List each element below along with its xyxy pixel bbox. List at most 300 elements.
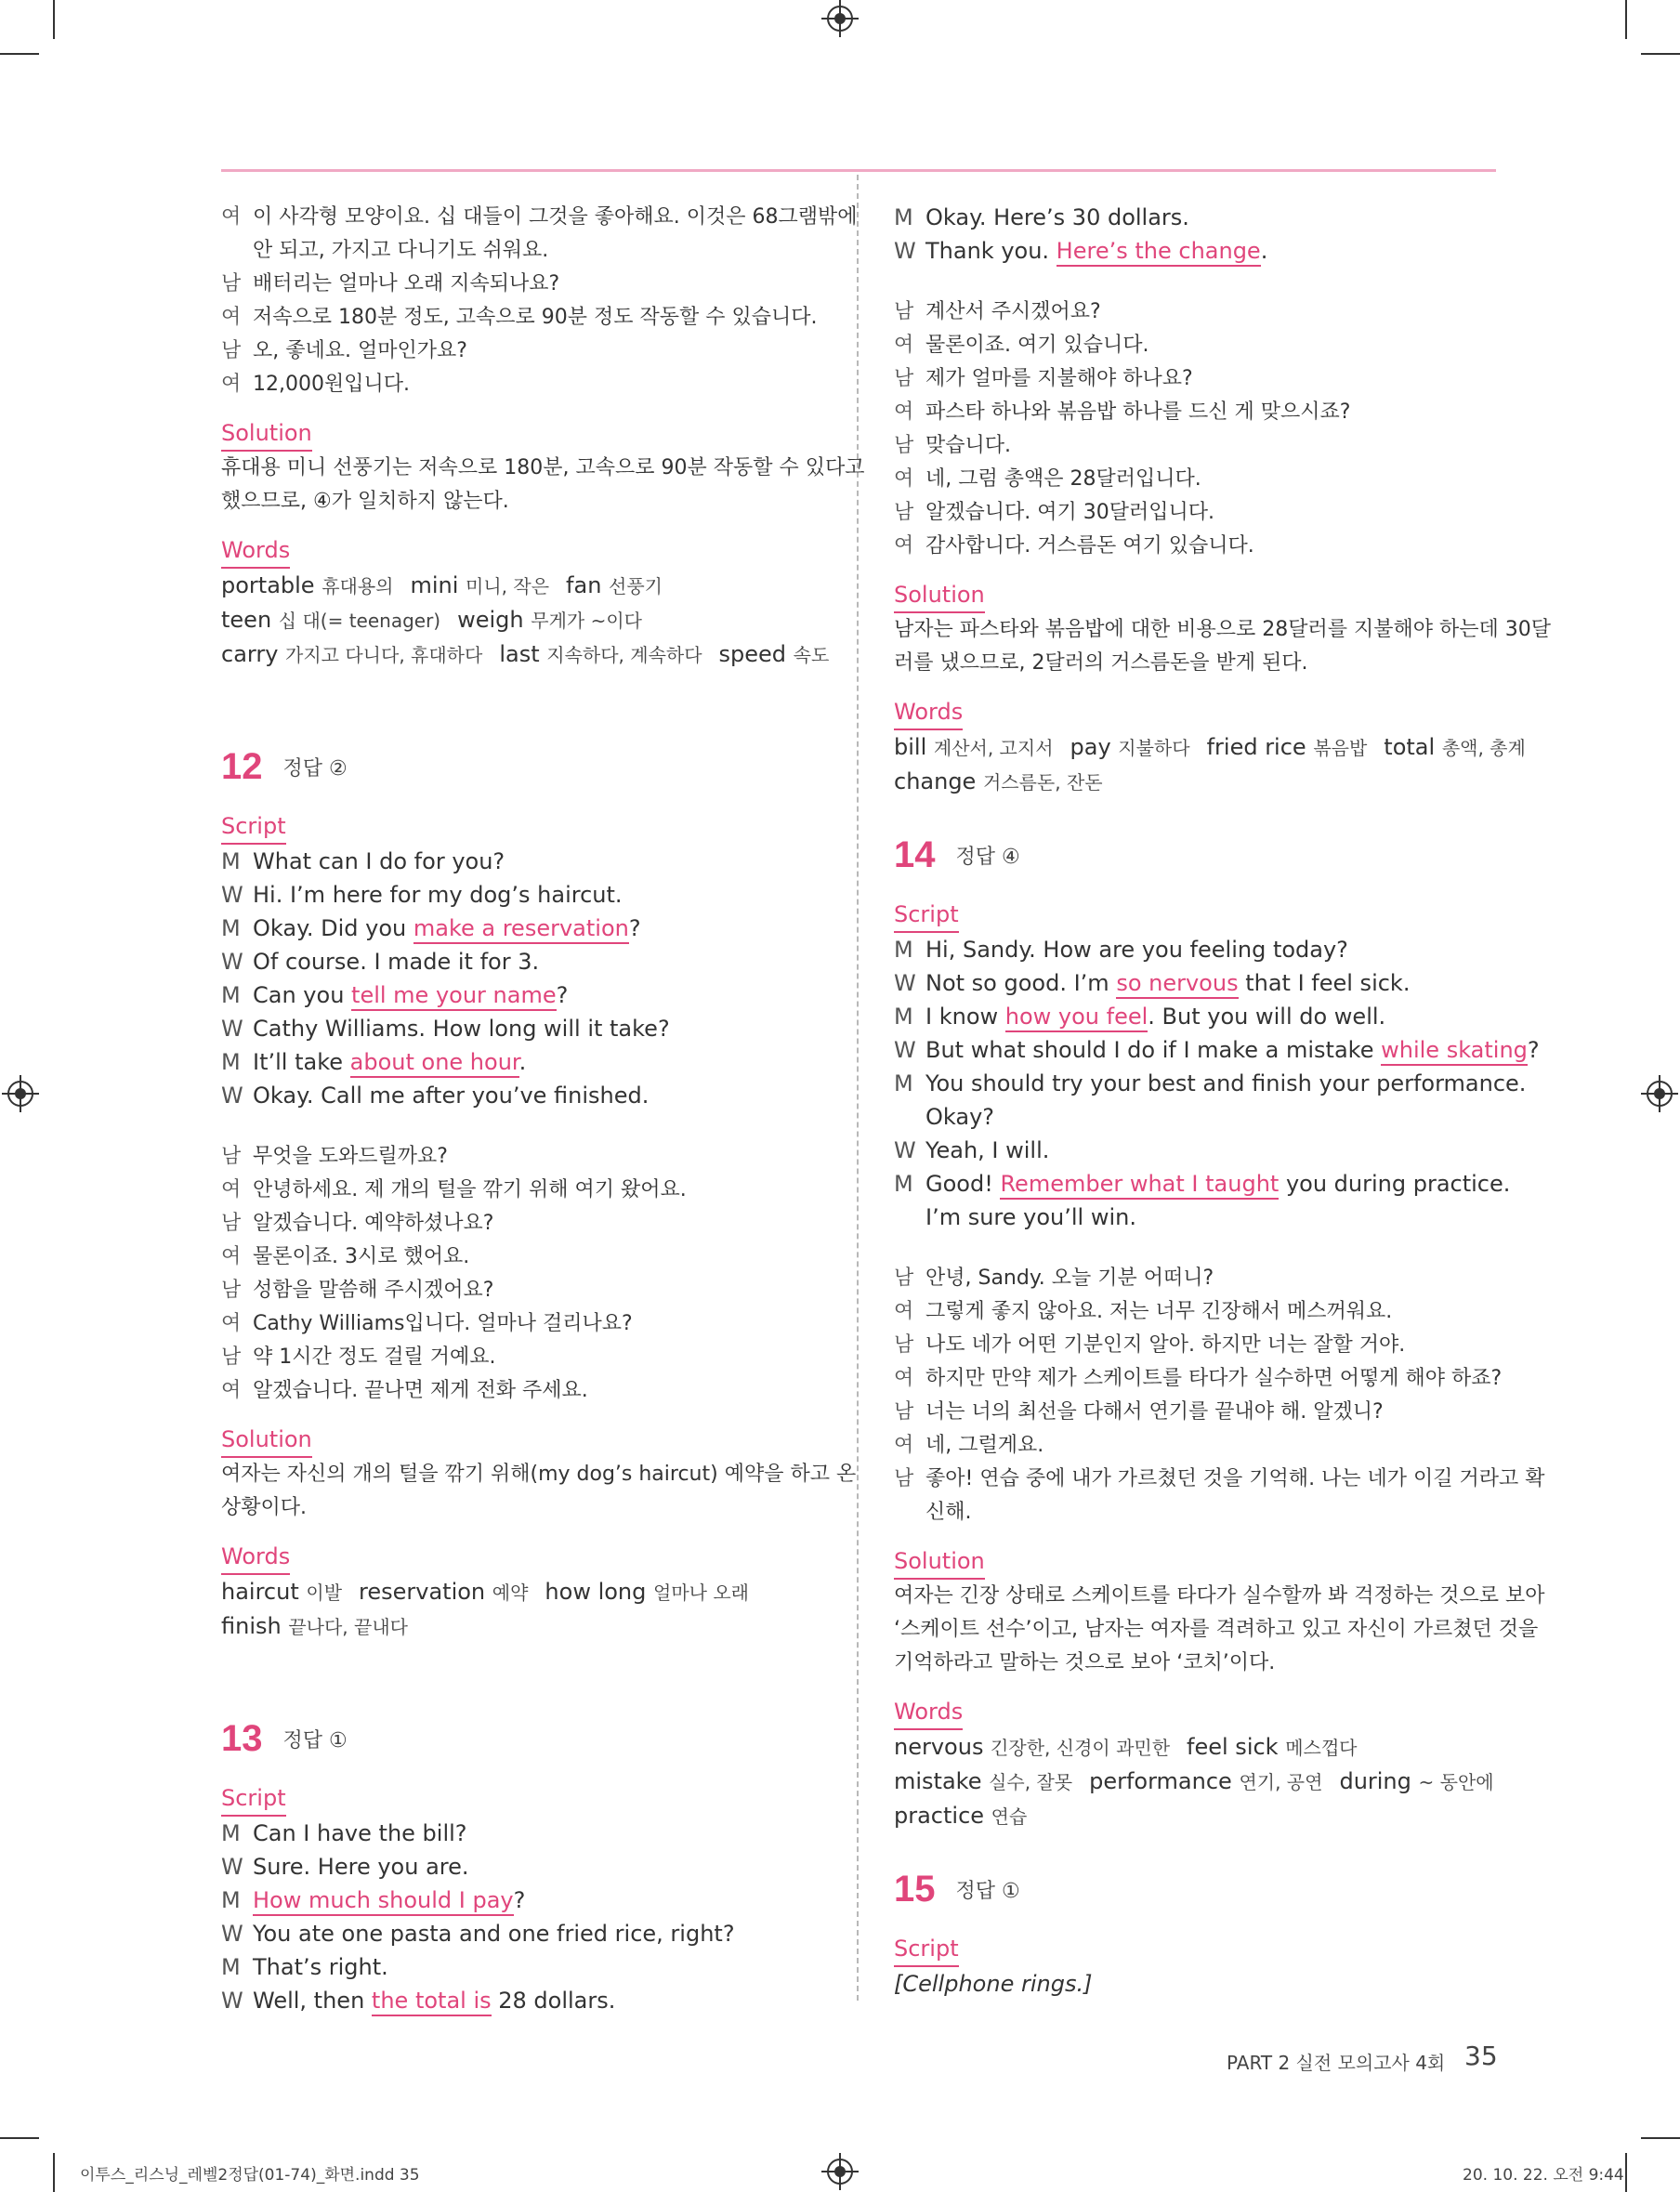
dialog-text: 네, 그럴게요.: [925, 1434, 1044, 1457]
word-korean: 휴대용의: [322, 575, 394, 597]
q14-script: [894, 933, 1540, 1234]
script-line: [894, 933, 1498, 966]
korean-dialog-line: [894, 1429, 1498, 1463]
crop-mark: [0, 53, 39, 55]
speaker-label: W: [221, 1921, 243, 1947]
q12-answer: 정답 ②: [282, 756, 348, 781]
word-english: teen: [221, 607, 279, 633]
q12-words: [221, 1575, 825, 1644]
script-text: you during practice.: [1279, 1171, 1511, 1197]
script-line: [894, 1134, 1498, 1167]
q11-words-label: Words: [221, 533, 290, 569]
dialog-text: 알겠습니다. 예약하셨나요?: [253, 1212, 494, 1235]
speaker-label: 남: [894, 1333, 914, 1357]
korean-dialog-line: [221, 234, 825, 268]
speaker-label: 여: [221, 1379, 242, 1402]
script-line: [894, 1201, 1498, 1234]
korean-dialog-line: [221, 1174, 825, 1207]
word-korean: 연기, 공연: [1239, 1771, 1323, 1793]
word-entry: [1207, 734, 1368, 760]
word-english: carry: [221, 641, 286, 667]
word-korean: 거스름돈, 잔돈: [982, 771, 1103, 794]
korean-dialog-line: [894, 1329, 1498, 1362]
crop-mark: [53, 2153, 55, 2192]
dialog-text: 신해.: [925, 1501, 972, 1524]
q14-answer: 정답 ④: [955, 845, 1020, 869]
header-rule: [221, 169, 1496, 172]
dialog-text: 파스타 하나와 볶음밥 하나를 드신 게 맞으시죠?: [925, 400, 1351, 424]
q12-solution-label: Solution: [221, 1423, 312, 1458]
word-entry: [1089, 1768, 1322, 1794]
speaker-label: 여: [221, 1312, 242, 1335]
script-line: [221, 1817, 825, 1850]
solution-line: 남자는 파스타와 볶음밥에 대한 비용으로 28달러를 지불해야 하는데 30달: [894, 618, 1551, 641]
script-text: I know: [925, 1004, 1005, 1030]
speaker-label: 여: [894, 400, 914, 424]
solution-line: 러를 냈으므로, 2달러의 거스름돈을 받게 된다.: [894, 651, 1308, 675]
word-korean: 메스껍다: [1285, 1737, 1358, 1759]
words-row: [221, 637, 830, 672]
q11-korean-dialog: [221, 201, 858, 401]
korean-dialog-line: [221, 335, 825, 368]
word-korean: 계산서, 고지서: [933, 737, 1054, 759]
speaker-label: 여: [894, 1367, 914, 1390]
word-entry: [566, 572, 663, 598]
script-text: Yeah, I will.: [925, 1137, 1050, 1163]
q13-words-label: Words: [894, 695, 963, 730]
script-line: [221, 1079, 825, 1112]
speaker-label: W: [221, 949, 243, 975]
dialog-text: 저속으로 180분 정도, 고속으로 90분 정도 작동할 수 있습니다.: [253, 306, 818, 329]
word-entry: [221, 607, 440, 633]
word-korean: 연습: [991, 1805, 1028, 1828]
script-text: 28 dollars.: [491, 1988, 616, 2014]
speaker-label: 여: [221, 373, 242, 396]
word-korean: 이발: [306, 1582, 343, 1604]
speaker-label: W: [894, 1037, 916, 1063]
key-phrase: the total is: [372, 1988, 492, 2016]
q12-script-label: Script: [221, 809, 286, 845]
solution-line: 휴대용 미니 선풍기는 저속으로 180분, 고속으로 90분 작동할 수 있다고: [221, 456, 865, 479]
words-row: [221, 569, 825, 603]
script-line: [894, 966, 1498, 1000]
q13-script: [221, 1817, 825, 2017]
korean-dialog-line: [221, 1341, 825, 1374]
word-english: haircut: [221, 1579, 307, 1605]
word-english: during: [1339, 1768, 1419, 1794]
word-english: practice: [894, 1803, 991, 1829]
script-text: Hi, Sandy. How are you feeling today?: [925, 937, 1348, 963]
speaker-label: 여: [221, 205, 242, 229]
q13-words: [894, 730, 1526, 799]
korean-dialog-line: [894, 396, 1498, 429]
speaker-label: M: [221, 915, 241, 941]
script-text: .: [518, 1049, 527, 1075]
q14-number: 14: [894, 833, 936, 875]
key-phrase: How much should I pay: [253, 1887, 514, 1916]
registration-mark-icon: [7, 1081, 33, 1107]
script-text: What can I do for you?: [253, 848, 505, 874]
speaker-label: M: [221, 1887, 241, 1913]
dialog-text: 그렇게 좋지 않아요. 저는 너무 긴장해서 메스꺼워요.: [925, 1300, 1393, 1323]
word-entry: [457, 607, 642, 633]
word-entry: [221, 572, 393, 598]
dialog-text: 배터리는 얼마나 오래 지속되나요?: [253, 272, 560, 295]
registration-mark-icon: [827, 2159, 853, 2185]
q11-words: [221, 569, 830, 672]
korean-dialog-line: [894, 496, 1498, 530]
korean-dialog-line: [221, 268, 825, 301]
script-text: ?: [1527, 1037, 1540, 1063]
speaker-label: 남: [221, 339, 242, 362]
korean-dialog-line: [894, 295, 1498, 329]
dialog-text: 제가 얼마를 지불해야 하나요?: [925, 367, 1193, 390]
solution-line: ‘스케이트 선수’이고, 남자는 여자를 격려하고 있고 자신이 가르쳤던 것을: [894, 1618, 1539, 1641]
dialog-text: 안녕하세요. 제 개의 털을 깎기 위해 여기 왔어요.: [253, 1178, 687, 1201]
crop-mark: [0, 2137, 39, 2139]
word-entry: [894, 1768, 1072, 1794]
q13-solution: [894, 613, 1551, 680]
word-entry: [894, 1803, 1027, 1829]
speaker-label: 여: [894, 534, 914, 558]
script-line: [221, 1917, 825, 1950]
script-line: [221, 1012, 825, 1045]
speaker-label: M: [221, 1820, 241, 1846]
script-line: [221, 1850, 825, 1884]
script-text: You should try your best and finish your performance.: [925, 1070, 1527, 1096]
korean-dialog-line: [894, 1396, 1498, 1429]
script-text: Well, then: [253, 1988, 372, 2014]
key-phrase: so nervous: [1116, 970, 1238, 999]
word-english: how long: [545, 1579, 653, 1605]
speaker-label: W: [221, 1083, 243, 1109]
word-entry: [221, 641, 482, 667]
script-text: Okay. Here’s 30 dollars.: [925, 204, 1189, 230]
dialog-text: 무엇을 도와드릴까요?: [253, 1145, 448, 1168]
speaker-label: M: [894, 1070, 913, 1096]
word-entry: [1339, 1768, 1493, 1794]
speaker-label: 여: [221, 1245, 242, 1268]
script-text: Okay?: [925, 1104, 995, 1130]
script-line: [894, 201, 1498, 234]
words-row: [221, 1575, 825, 1609]
dialog-text: 성함을 말씀해 주시겠어요?: [253, 1279, 494, 1302]
print-slug-file: 이투스_리스닝_레벨2정답(01-74)_화면.indd 35: [80, 2166, 420, 2185]
dialog-text: Cathy Williams입니다. 얼마나 걸리나요?: [253, 1312, 633, 1335]
word-korean: 지불하다: [1118, 737, 1190, 759]
script-line: [221, 1950, 825, 1984]
speaker-label: 남: [221, 1345, 242, 1369]
speaker-label: 남: [894, 1467, 914, 1490]
q13-header: [221, 1711, 825, 1766]
script-line: [221, 1045, 825, 1079]
word-english: bill: [894, 734, 934, 760]
script-text: Can you: [253, 982, 352, 1008]
key-phrase: how you feel: [1005, 1004, 1148, 1032]
korean-dialog-line: [894, 362, 1498, 396]
key-phrase: tell me your name: [351, 982, 557, 1011]
speaker-label: 남: [894, 300, 914, 323]
script-line: [221, 945, 825, 978]
script-text: You ate one pasta and one fried rice, right?: [253, 1921, 735, 1947]
q15-answer: 정답 ①: [955, 1879, 1020, 1903]
speaker-label: 여: [221, 1178, 242, 1201]
key-phrase: make a reservation: [413, 915, 629, 944]
word-entry: [1187, 1734, 1357, 1760]
q13-script-continued: [894, 201, 1498, 268]
dialog-text: 계산서 주시겠어요?: [925, 300, 1101, 323]
speaker-label: M: [221, 1049, 241, 1075]
crop-mark: [1625, 0, 1627, 39]
q12-script: [221, 845, 825, 1112]
speaker-label: M: [221, 982, 241, 1008]
word-english: mini: [410, 572, 466, 598]
word-korean: 십 대(= teenager): [278, 610, 441, 632]
words-row: [894, 765, 1498, 799]
korean-dialog-line: [221, 1374, 825, 1408]
script-line: [894, 1167, 1511, 1201]
word-korean: 끝나다, 끝내다: [288, 1616, 408, 1638]
left-column: [221, 201, 865, 2017]
korean-dialog-line: [894, 1262, 1498, 1295]
dialog-text: 이 사각형 모양이요. 십 대들이 그것을 좋아해요. 이것은 68그램밖에: [253, 205, 858, 229]
script-line: [221, 1984, 825, 2017]
q15-script-first-line: [Cellphone rings.]: [894, 1971, 1093, 1997]
word-english: speed: [718, 641, 794, 667]
speaker-label: W: [894, 238, 916, 264]
word-english: weigh: [457, 607, 532, 633]
word-korean: 총액, 총계: [1441, 737, 1526, 759]
script-text: That’s right.: [253, 1954, 388, 1980]
speaker-label: 여: [894, 1300, 914, 1323]
word-english: finish: [221, 1613, 289, 1639]
dialog-text: 물론이죠. 3시로 했어요.: [253, 1245, 470, 1268]
speaker-label: 남: [221, 1212, 242, 1235]
dialog-text: 하지만 만약 제가 스케이트를 타다가 실수하면 어떻게 해야 하죠?: [925, 1367, 1503, 1390]
word-english: portable: [221, 572, 322, 598]
word-entry: [221, 1613, 408, 1639]
script-text: Good!: [925, 1171, 1001, 1197]
page-number: 35: [1464, 2041, 1498, 2071]
korean-dialog-line: [221, 368, 825, 401]
crop-mark: [53, 0, 55, 39]
word-entry: [1384, 734, 1526, 760]
q15-number: 15: [894, 1868, 936, 1910]
q14-solution: [894, 1580, 1545, 1680]
dialog-text: 약 1시간 정도 걸릴 거예요.: [253, 1345, 496, 1369]
dialog-text: 네, 그럼 총액은 28달러입니다.: [925, 467, 1201, 491]
script-text: Sure. Here you are.: [253, 1854, 469, 1880]
word-korean: 미니, 작은: [466, 575, 550, 597]
korean-dialog-line: [894, 429, 1498, 463]
korean-dialog-line: [221, 1140, 825, 1174]
column-divider: [857, 175, 859, 2001]
dialog-text: 안 되고, 가지고 다니기도 쉬워요.: [253, 239, 549, 262]
dialog-text: 12,000원입니다.: [253, 373, 410, 396]
word-entry: [221, 1579, 342, 1605]
script-text: that I feel sick.: [1238, 970, 1411, 996]
korean-dialog-line: [221, 1274, 825, 1307]
word-english: nervous: [894, 1734, 991, 1760]
speaker-label: W: [894, 970, 916, 996]
script-text: Cathy Williams. How long will it take?: [253, 1016, 670, 1042]
word-korean: 예약: [492, 1582, 529, 1604]
footer-part-label: PART 2 실전 모의고사 4회: [1227, 2052, 1446, 2074]
key-phrase: about one hour: [350, 1049, 519, 1078]
speaker-label: M: [894, 204, 913, 230]
script-text: Thank you.: [925, 238, 1057, 264]
speaker-label: 여: [894, 1434, 914, 1457]
key-phrase: while skating: [1381, 1037, 1528, 1066]
word-korean: 가지고 다니다, 휴대하다: [285, 644, 483, 666]
script-text: .: [1260, 238, 1268, 264]
speaker-label: M: [221, 848, 241, 874]
word-entry: [719, 641, 830, 667]
word-korean: 지속하다, 계속하다: [546, 644, 702, 666]
speaker-label: W: [221, 1854, 243, 1880]
key-phrase: Here’s the change: [1057, 238, 1261, 267]
speaker-label: 여: [221, 306, 242, 329]
speaker-label: 남: [221, 1279, 242, 1302]
q13-korean-dialog: [894, 295, 1498, 563]
word-korean: 볶음밥: [1313, 737, 1368, 759]
word-english: last: [499, 641, 547, 667]
script-line: [221, 912, 825, 945]
word-entry: [894, 1734, 1170, 1760]
script-line: [221, 1884, 825, 1917]
word-english: fan: [566, 572, 610, 598]
speaker-label: W: [221, 882, 243, 908]
word-entry: [894, 768, 1103, 794]
speaker-label: 여: [894, 467, 914, 491]
korean-dialog-line: [894, 463, 1498, 496]
script-line: [894, 1033, 1540, 1067]
print-slug-date: 20. 10. 22. 오전 9:44: [1463, 2166, 1624, 2185]
word-entry: [499, 641, 702, 667]
word-korean: 속도: [793, 644, 830, 666]
script-text: Not so good. I’m: [925, 970, 1117, 996]
speaker-label: 남: [894, 1400, 914, 1424]
q14-korean-dialog: [894, 1262, 1545, 1529]
dialog-text: 감사합니다. 거스름돈 여기 있습니다.: [925, 534, 1254, 558]
word-entry: [894, 734, 1054, 760]
script-text: Okay. Did you: [253, 915, 413, 941]
word-entry: [359, 1579, 528, 1605]
q14-script-label: Script: [894, 898, 959, 933]
q13-script-label: Script: [221, 1781, 286, 1817]
korean-dialog-line: [221, 1240, 825, 1274]
solution-line: 여자는 자신의 개의 털을 깎기 위해(my dog’s haircut) 예약을 하고 온: [221, 1463, 857, 1486]
registration-mark-icon: [1647, 1081, 1673, 1107]
korean-dialog-line: [221, 301, 825, 335]
speaker-label: M: [221, 1954, 241, 1980]
korean-dialog-line: [894, 1362, 1503, 1396]
q12-korean-dialog: [221, 1140, 825, 1408]
q12-number: 12: [221, 745, 263, 787]
q14-words-label: Words: [894, 1695, 963, 1730]
speaker-label: W: [221, 1016, 243, 1042]
korean-dialog-line: [894, 1295, 1498, 1329]
word-korean: ~ 동안에: [1418, 1771, 1494, 1793]
word-korean: 선풍기: [609, 575, 663, 597]
script-line: [221, 878, 825, 912]
q15-script-label: Script: [894, 1932, 959, 1967]
q11-solution: [221, 452, 865, 518]
korean-dialog-line: [221, 1207, 825, 1240]
solution-line: 기억하라고 말하는 것으로 보아 ‘코치’이다.: [894, 1651, 1276, 1674]
registration-mark-icon: [827, 6, 853, 32]
speaker-label: 남: [894, 501, 914, 524]
word-english: total: [1384, 734, 1442, 760]
word-korean: 실수, 잘못: [989, 1771, 1073, 1793]
right-column: [894, 201, 1551, 2001]
crop-mark: [1641, 2137, 1680, 2139]
q12-words-label: Words: [221, 1540, 290, 1575]
dialog-text: 알겠습니다. 끝나면 제게 전화 주세요.: [253, 1379, 588, 1402]
script-text: I’m sure you’ll win.: [925, 1204, 1136, 1230]
speaker-label: 남: [894, 434, 914, 457]
korean-dialog-line: [894, 1496, 1498, 1529]
speaker-label: M: [894, 937, 913, 963]
script-text: But what should I do if I make a mistake: [925, 1037, 1382, 1063]
korean-dialog-line: [894, 1463, 1545, 1496]
dialog-text: 안녕, Sandy. 오늘 기분 어떠니?: [925, 1267, 1214, 1290]
word-entry: [410, 572, 549, 598]
crop-mark: [1641, 53, 1680, 55]
q12-solution: [221, 1458, 857, 1525]
word-english: fried rice: [1206, 734, 1314, 760]
word-english: performance: [1089, 1768, 1240, 1794]
q15-header: [894, 1861, 1498, 1917]
dialog-text: 물론이죠. 여기 있습니다.: [925, 334, 1149, 357]
script-line: [894, 234, 1498, 268]
speaker-label: 남: [894, 1267, 914, 1290]
q13-answer: 정답 ①: [282, 1728, 348, 1752]
word-entry: [545, 1579, 749, 1605]
dialog-text: 좋아! 연습 중에 내가 가르쳤던 것을 기억해. 나는 네가 이길 거라고 확: [925, 1467, 1545, 1490]
word-entry: [1070, 734, 1190, 760]
speaker-label: 남: [894, 367, 914, 390]
script-text: Can I have the bill?: [253, 1820, 467, 1846]
dialog-text: 나도 네가 어떤 기분인지 알아. 하지만 너는 잘할 거야.: [925, 1333, 1406, 1357]
crop-mark: [1625, 2153, 1627, 2192]
script-line: [221, 978, 825, 1012]
script-text: ?: [556, 982, 569, 1008]
words-row: [221, 603, 825, 637]
solution-line: 했으므로, ④가 일치하지 않는다.: [221, 490, 509, 513]
q11-solution-label: Solution: [221, 416, 312, 452]
speaker-label: 여: [894, 334, 914, 357]
speaker-label: W: [894, 1137, 916, 1163]
speaker-label: M: [894, 1004, 913, 1030]
q12-header: [221, 739, 825, 794]
dialog-text: 알겠습니다. 여기 30달러입니다.: [925, 501, 1214, 524]
script-text: ?: [628, 915, 641, 941]
speaker-label: 남: [221, 1145, 242, 1168]
key-phrase: Remember what I taught: [1000, 1171, 1279, 1200]
word-korean: 얼마나 오래: [653, 1582, 749, 1604]
words-row: [894, 1730, 1498, 1765]
korean-dialog-line: [221, 1307, 825, 1341]
script-line: [894, 1100, 1498, 1134]
q13-number: 13: [221, 1717, 263, 1759]
word-english: change: [894, 768, 983, 794]
words-row: [894, 730, 1526, 765]
script-text: . But you will do well.: [1148, 1004, 1386, 1030]
script-text: It’ll take: [253, 1049, 350, 1075]
korean-dialog-line: [221, 201, 858, 234]
script-text: Okay. Call me after you’ve finished.: [253, 1083, 650, 1109]
